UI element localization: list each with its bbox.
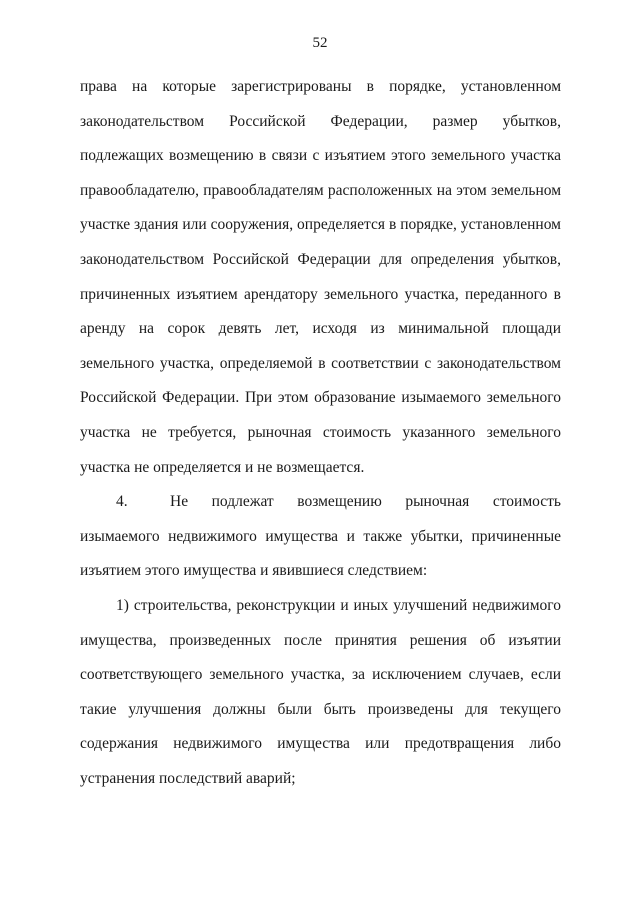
page-number: 52 — [312, 35, 328, 51]
item-number: 4. — [116, 493, 128, 511]
paragraph-item-4 — [80, 485, 561, 589]
paragraph-subitem-1: 1) строительства, реконструкции и иных улучшений недвижимого имущества, произведенных после принятия решения об изъятии соответствующего земельного участка, за исключением случаев, если такие улучшения должны были быть произведены для текущего содержания недвижимого имущества или предотвращения либо устранения последствий аварий; — [80, 596, 561, 787]
paragraph-continuation: права на которые зарегистрированы в порядке, установленном законодательством Российской Федерации, размер убытков, подлежащих возмещению в связи с изъятием этого земельного участка правообладателю, правообладателям расположенных на этом земельном участке здания или сооружения, определяется в порядке, установленном законодательством Российской Федерации для определения убытков, причиненных изъятием арендатору земельного участка, переданного в аренду на сорок девять лет, исходя из минимальной площади земельного участка, определяемой в соответствии с законодательством Российской Федерации. При этом образование изымаемого земельного участка не требуется, рыночная стоимость указанного земельного участка не определяется и не возмещается. — [80, 78, 561, 476]
document-body — [80, 70, 561, 796]
item-4-text: Не подлежат возмещению рыночная стоимость изымаемого недвижимого имущества и также убытки, причиненные изъятием этого имущества и явившиеся следствием: — [80, 493, 561, 580]
